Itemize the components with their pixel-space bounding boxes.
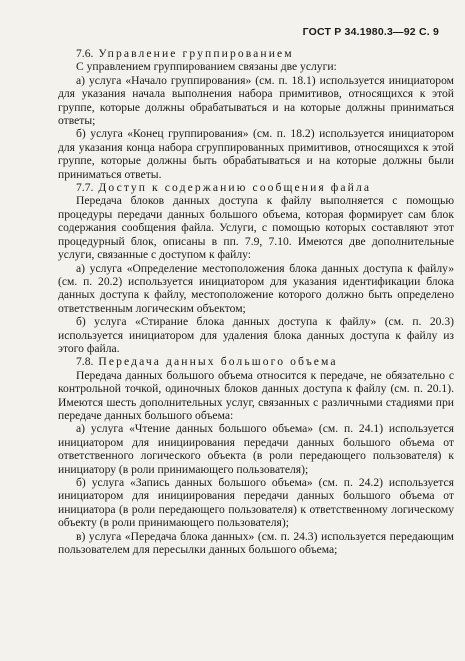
list-item: а) услуга «Чтение данных большого объема» (см. п. 24.1) используется инициатором для инициирования передачи данных большого объема от ответственного логического объекта (в роли передающего пользователя) к инициатору (в роли принимающего пользователя); — [58, 422, 454, 476]
section-number: 7.7. — [76, 181, 94, 195]
section-heading-7-8 — [58, 355, 454, 368]
section-heading-7-7 — [58, 181, 454, 194]
section-title: Доступ к содержанию сообщения файла — [98, 181, 372, 195]
list-item: б) услуга «Конец группирования» (см. п. 18.2) используется инициатором для указания конца набора сгруппированных примитивов, относящихся к этой группе, которые должны быть обрабатываться и на которые должны были приниматься ответы. — [58, 127, 454, 181]
list-item: б) услуга «Запись данных большого объема» (см. п. 24.2) используется инициатором для инициирования передачи данных большого объема от инициатора (в роли передающего пользователя) к ответственному логическому объекту (в роли принимающего пользователя); — [58, 476, 454, 530]
page-body — [58, 47, 454, 556]
section-heading-7-6 — [58, 47, 454, 60]
section-title: Передача данных большого объема — [98, 355, 338, 369]
paragraph: Передача данных большого объема относится к передаче, не обязательно с контрольной точкой, одиночных блоков данных доступа к файлу (см. п. 20.1). Имеются шесть дополнительных услуг, связанных с различными стадиями при передаче данных большого объема: — [58, 368, 454, 422]
running-head: ГОСТ Р 34.1980.3—92 С. 9 — [302, 26, 439, 38]
section-number: 7.8. — [76, 355, 94, 369]
paragraph: С управлением группированием связаны две услуги: — [76, 60, 337, 74]
list-item: а) услуга «Определение местоположения блока данных доступа к файлу» (см. п. 20.2) используется инициатором для указания идентификации блока данных доступа к файлу, местоположение которого должно быть определено ответственным логическим объектом; — [58, 261, 454, 315]
section-title: Управление группированием — [98, 47, 294, 60]
list-item: в) услуга «Передача блока данных» (см. п. 24.3) используется передающим пользователем для пересылки данных большого объема; — [58, 529, 454, 557]
list-item: б) услуга «Стирание блока данных доступа к файлу» (см. п. 20.3) используется инициатором для удаления блока данных доступа к файлу из этого файла. — [58, 315, 454, 355]
paragraph: Передача блоков данных доступа к файлу выполняется с помощью процедуры передачи данных большого объема, которая формирует сам блок содержания сообщения файла. Услуги, с помощью которых составляют этот процедурный блок, описаны в пп. 7.9, 7.10. Имеются две дополнительные услуги, связанные с доступом к файлу: — [58, 194, 454, 262]
section-number: 7.6. — [76, 47, 94, 60]
list-item: а) услуга «Начало группирования» (см. п. 18.1) используется инициатором для указания начала выполнения набора примитивов, относящихся к этой группе, которые должны обрабатываться и на которые должны приниматься ответы; — [58, 73, 454, 128]
